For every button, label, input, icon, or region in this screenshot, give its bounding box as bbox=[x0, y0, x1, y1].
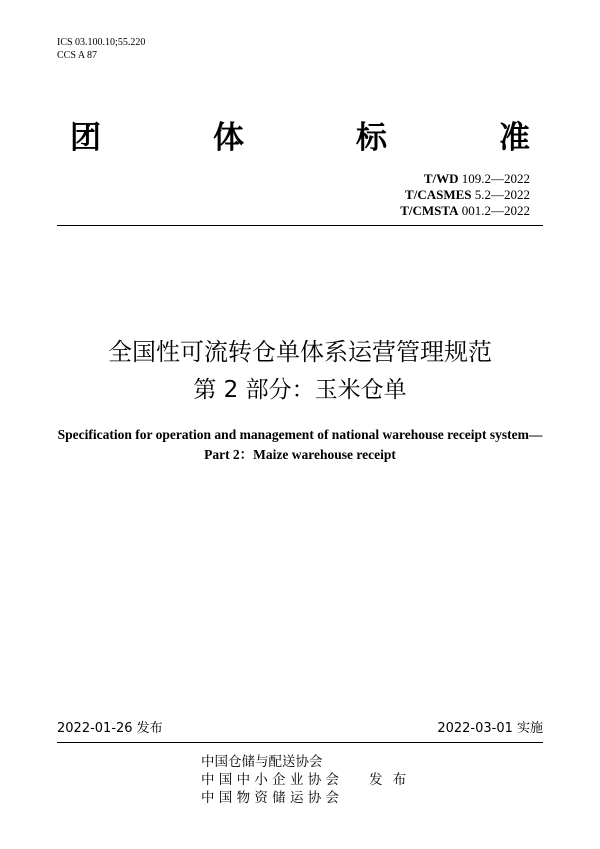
implementation-date: 2022-03-01 实施 bbox=[437, 721, 543, 736]
ccs-code: CCS A 87 bbox=[57, 50, 98, 61]
standard-code bbox=[400, 171, 530, 187]
publisher-name: 中国仓储与配送协会 bbox=[201, 754, 323, 770]
publisher-name: 中 国 物 资 储 运 协 会 bbox=[201, 790, 340, 806]
title-en-main: Specification for operation and management of national warehouse receipt system— bbox=[57, 427, 543, 442]
standard-type-heading bbox=[70, 120, 530, 156]
standard-code-prefix: T/CMSTA bbox=[400, 203, 459, 218]
standard-code bbox=[400, 187, 530, 203]
standard-code-number: 109.2—2022 bbox=[461, 171, 530, 186]
standard-type-char: 体 bbox=[213, 120, 244, 156]
ics-code: ICS 03.100.10;55.220 bbox=[57, 37, 146, 48]
standard-code-prefix: T/WD bbox=[423, 171, 459, 186]
standard-type-char: 标 bbox=[356, 120, 387, 156]
standard-type-char: 准 bbox=[499, 120, 530, 156]
standard-code-number: 001.2—2022 bbox=[461, 203, 530, 218]
title-en-part: Part 2：Maize warehouse receipt bbox=[204, 447, 396, 462]
title-cn-part: 第 2 部分：玉米仓单 bbox=[193, 377, 407, 403]
publisher-name: 中 国 中 小 企 业 协 会 bbox=[201, 772, 340, 788]
standard-code-prefix: T/CASMES bbox=[405, 187, 472, 202]
standard-type-char: 团 bbox=[70, 120, 101, 156]
standard-code bbox=[400, 203, 530, 219]
title-cn-main: 全国性可流转仓单体系运营管理规范 bbox=[108, 338, 492, 366]
publish-label: 发 布 bbox=[369, 772, 407, 788]
top-divider bbox=[57, 225, 543, 226]
publisher-list bbox=[201, 753, 339, 807]
issue-date: 2022-01-26 发布 bbox=[57, 721, 163, 736]
bottom-divider bbox=[57, 742, 543, 743]
standard-code-number: 5.2—2022 bbox=[474, 187, 530, 202]
standard-codes bbox=[400, 171, 530, 219]
